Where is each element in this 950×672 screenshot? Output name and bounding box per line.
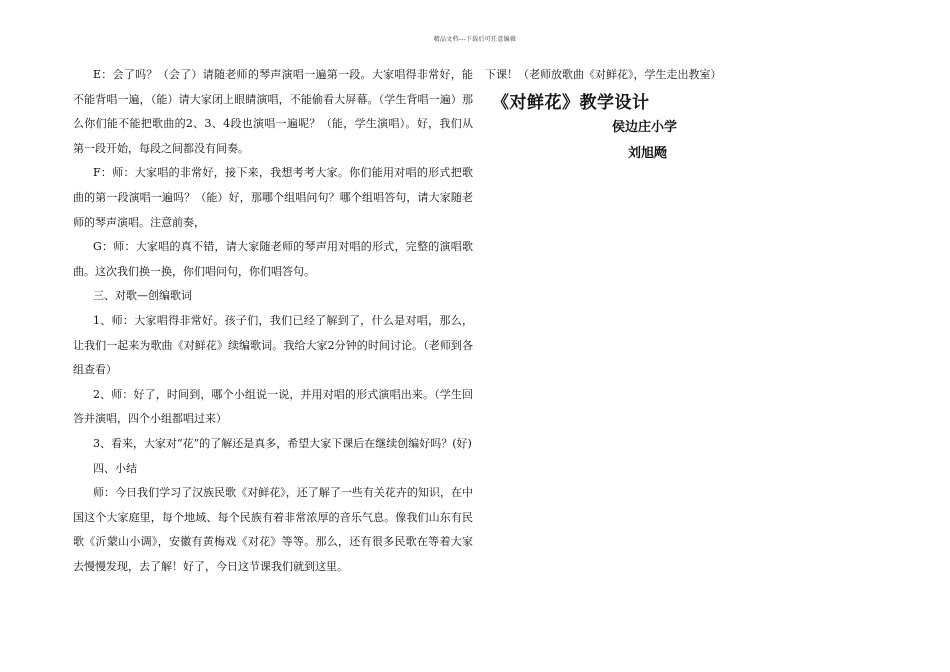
school-name: 侯边庄小学	[612, 120, 678, 135]
section-heading-4: 四、小结	[93, 461, 137, 475]
paragraph-item-3: 3、看来，大家对“花”的了解还是真多，希望大家下课后在继续创编好吗？(好)	[93, 436, 472, 450]
paragraph-summary: 师：今日我们学习了汉族民歌《对鲜花》，还了解了一些有关花卉的知识，在中国这个大家庭里，每个地域、每个民族有着非常浓厚的音乐气息。像我们山东有民歌《沂蒙山小调》，安徽有黄梅戏《对花》等等。那么，还有很多民歌在等着大家去慢慢发现，去了解！好了，今日这节课我们就到这里。	[73, 486, 473, 573]
left-column	[73, 63, 473, 579]
paragraph-step-g: G：师：大家唱的真不错，请大家随老师的琴声用对唱的形式，完整的演唱歌曲。这次我们换一换，你们唱问句，你们唱答句。	[73, 240, 473, 278]
right-column	[485, 63, 885, 88]
paragraph-step-f: F：师：大家唱的非常好，接下来，我想考考大家。你们能用对唱的形式把歌曲的第一段演唱一遍吗？（能）好，那哪个组唱问句？哪个组唱答句，请大家随老师的琴声演唱。注意前奏，	[73, 166, 473, 229]
closing-line: 下课！（老师放歌曲《对鲜花》，学生走出教室）	[485, 68, 722, 81]
paragraph-item-2: 2、师：好了，时间到，哪个小组说一说，并用对唱的形式演唱出来。（学生回答并演唱，四个小组都唱过来）	[73, 387, 473, 426]
paragraph-item-1: 1、师：大家唱得非常好。孩子们，我们已经了解到了，什么是对唱，那么，让我们一起来为歌曲《对鲜花》续编歌词。我给大家2分钟的时间讨论。（老师到各组查看）	[73, 313, 473, 377]
page-header-note: 精品文档---下载后可任意编辑	[433, 36, 517, 43]
section-heading-3: 三、对歌—创编歌词	[93, 289, 192, 303]
author-name: 刘旭飏	[628, 146, 668, 161]
paragraph-step-e: E：会了吗？（会了）请随老师的琴声演唱一遍第一段。大家唱得非常好，能不能背唱一遍，（能）请大家闭上眼睛演唱，不能偷看大屏幕。（学生背唱一遍）那么你们能不能把歌曲的2、3、4段也演唱一遍呢？（能，学生演唱）。好，我们从第一段开始，每段之间都没有间奏。	[73, 68, 473, 155]
document-title: 《对鲜花》教学设计	[492, 93, 650, 113]
